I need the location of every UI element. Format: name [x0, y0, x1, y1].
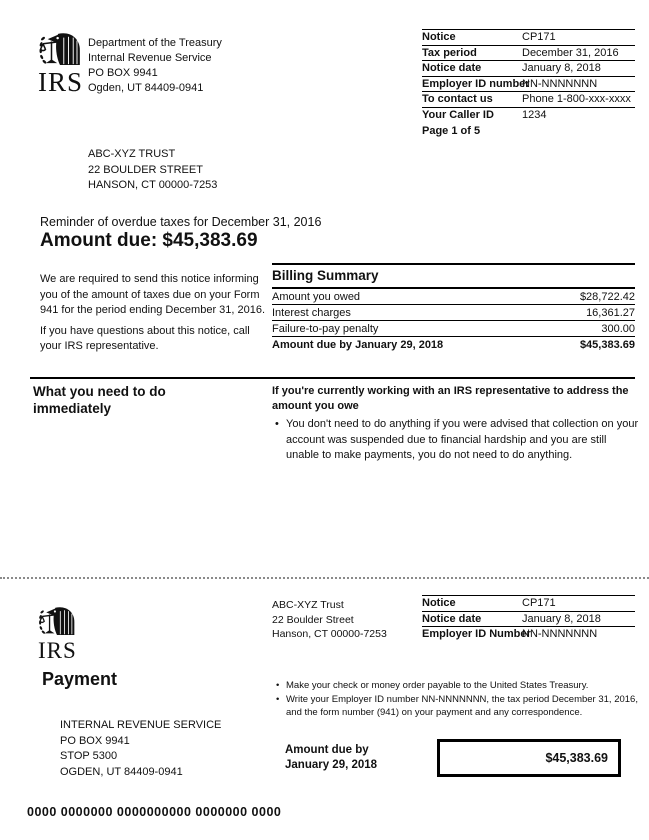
notice-info-row [422, 76, 635, 92]
page-indicator: Page 1 of 5 [422, 125, 481, 137]
info-label: Notice [422, 597, 456, 610]
notice-info-row [422, 91, 635, 107]
info-value: NN-NNNNNNN [522, 628, 598, 641]
sender-address [88, 36, 222, 96]
billing-summary-title: Billing Summary [272, 263, 635, 289]
info-value: January 8, 2018 [522, 612, 601, 625]
info-label: Employer ID number [422, 77, 530, 90]
sender-line: Department of the Treasury [88, 37, 222, 49]
tear-line [0, 577, 649, 579]
sender-line: Ogden, UT 84409-0941 [88, 82, 204, 94]
stub-recipient-address [272, 598, 387, 642]
billing-total-row [272, 337, 635, 353]
info-label: Tax period [422, 46, 477, 59]
amount-due-by-line: Amount due by [285, 744, 369, 756]
reminder-text: Reminder of overdue taxes for December 31, 2016 [40, 215, 322, 229]
remit-address [60, 718, 221, 780]
info-value: NN-NNNNNNN [522, 77, 598, 90]
what-to-do-content [272, 384, 640, 464]
notice-info-row [422, 29, 635, 45]
sender-line: PO BOX 9941 [88, 67, 158, 79]
irs-wordmark: IRS [38, 67, 84, 97]
notice-info-row [422, 45, 635, 61]
amount-due-by-label [285, 743, 377, 773]
scanline-digits: 0000 0000000 0000000000 0000000 0000 [27, 805, 282, 819]
remit-line: STOP 5300 [60, 750, 118, 762]
info-value: January 8, 2018 [522, 62, 601, 75]
amount-due-box [437, 739, 621, 777]
remit-line: INTERNAL REVENUE SERVICE [60, 719, 222, 731]
billing-value: $28,722.42 [579, 290, 635, 303]
billing-row [272, 321, 635, 337]
info-label: Notice date [422, 612, 482, 625]
info-label: Notice date [422, 62, 482, 75]
recipient-line: 22 BOULDER STREET [88, 163, 203, 176]
billing-label: Interest charges [272, 306, 351, 319]
recipient-line: ABC-XYZ TRUST [88, 148, 176, 160]
instruction-item: • Make your check or money order payable to the United States Treasury. [274, 679, 646, 693]
info-value: 1234 [522, 108, 547, 121]
recipient-line: ABC-XYZ Trust [272, 599, 344, 611]
info-label: Your Caller ID [422, 108, 494, 121]
payment-heading: Payment [42, 669, 118, 689]
billing-summary [272, 263, 635, 353]
amount-due-heading: Amount due: $45,383.69 [40, 230, 258, 251]
billing-label: Amount due by January 29, 2018 [272, 339, 444, 351]
payment-instructions [274, 679, 646, 720]
billing-row [272, 289, 635, 305]
remit-line: PO BOX 9941 [60, 734, 130, 747]
billing-label: Failure-to-pay penalty [272, 322, 379, 335]
irs-wordmark: IRS [38, 638, 77, 663]
recipient-address [88, 147, 217, 194]
sender-line: Internal Revenue Service [88, 52, 212, 64]
recipient-line: HANSON, CT 00000-7253 [88, 179, 218, 191]
intro-paragraphs [40, 272, 274, 355]
irs-eagle-emblem [38, 606, 76, 636]
notice-info-row [422, 60, 635, 76]
amount-due-by-line: January 29, 2018 [285, 759, 378, 771]
info-label: Employer ID Number [422, 628, 531, 641]
stub-info-table [422, 595, 635, 642]
billing-label: Amount you owed [272, 290, 361, 303]
recipient-line: Hanson, CT 00000-7253 [272, 628, 387, 640]
intro-paragraph: We are required to send this notice informing you of the amount of taxes due on your Form 941 for the period ending December 31, 2016. [40, 273, 266, 316]
info-value: Phone 1-800-xxx-xxxx [522, 93, 631, 106]
what-to-do-subheading: If you're currently working with an IRS representative to address the amount you owe [272, 385, 629, 412]
info-label: To contact us [422, 93, 493, 106]
recipient-line: 22 Boulder Street [272, 613, 354, 626]
billing-row [272, 305, 635, 321]
intro-paragraph: If you have questions about this notice, call your IRS representative. [40, 324, 250, 352]
notice-info-row [422, 107, 635, 123]
info-value: CP171 [522, 31, 556, 44]
info-label: Notice [422, 31, 456, 44]
billing-value: $45,383.69 [579, 339, 635, 351]
notice-info-row [422, 595, 635, 611]
irs-logo-stub [38, 606, 94, 661]
irs-eagle-emblem [38, 32, 82, 66]
info-value: December 31, 2016 [522, 46, 619, 59]
what-to-do-heading: What you need to do immediately [33, 384, 166, 416]
amount-due-value: $45,383.69 [545, 751, 608, 765]
remit-line: OGDEN, UT 84409-0941 [60, 765, 183, 778]
bullet-item: • You don't need to do anything if you were advised that collection on your account was suspended due to financial hardship and you are still unable to make payments, you do not need to do anything. [272, 417, 640, 464]
notice-info-row [422, 626, 635, 642]
billing-value: 16,361.27 [586, 306, 635, 319]
section-divider [30, 377, 635, 379]
instruction-item: • Write your Employer ID number NN-NNNNNNN, the tax period December 31, 2016, and the form number (941) on your payment and any correspondence. [274, 693, 646, 720]
billing-value: 300.00 [601, 322, 635, 335]
notice-info-row [422, 611, 635, 627]
notice-info-table [422, 29, 635, 137]
what-to-do-bullets [272, 417, 640, 464]
info-value: CP171 [522, 597, 556, 610]
